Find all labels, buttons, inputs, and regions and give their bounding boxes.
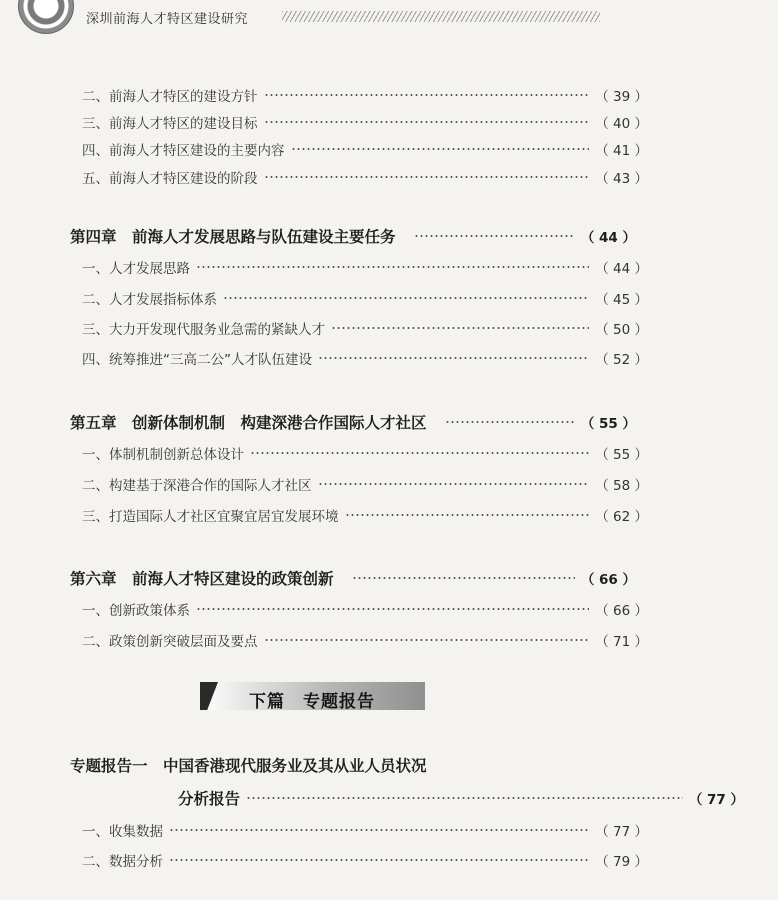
- leader-dots: [264, 121, 590, 123]
- toc-entry-page: （ 52 ）: [595, 352, 648, 368]
- toc-entry-title: 二、前海人才特区的建设方针: [82, 89, 258, 105]
- leader-dots: [352, 577, 575, 579]
- toc-report-1-title[interactable]: [0, 753, 670, 777]
- leader-dots: [291, 148, 590, 150]
- toc-entry-title: 五、前海人才特区建设的阶段: [82, 171, 258, 187]
- toc-entry-title: 三、大力开发现代服务业急需的紧缺人才: [82, 322, 325, 338]
- toc-entry[interactable]: [0, 286, 682, 310]
- leader-dots: [345, 514, 590, 516]
- leader-dots: [318, 357, 589, 359]
- toc-entry[interactable]: [0, 255, 682, 279]
- part-title: 下篇 专题报告: [249, 692, 375, 712]
- leader-dots: [169, 859, 589, 861]
- toc-entry-title: 二、人才发展指标体系: [82, 292, 217, 308]
- leader-dots: [264, 94, 590, 96]
- toc-entry-page: （ 66 ）: [595, 603, 648, 619]
- leader-dots: [445, 421, 575, 423]
- toc-entry[interactable]: [0, 110, 682, 134]
- leader-dots: [331, 327, 589, 329]
- toc-entry-page: （ 55 ）: [595, 447, 648, 463]
- chapter-page: （ 44 ）: [580, 230, 636, 246]
- toc-entry-page: （ 62 ）: [595, 509, 648, 525]
- toc-chapter-6[interactable]: [0, 566, 670, 590]
- header-hatch-rule: [282, 11, 600, 22]
- toc-entry-page: （ 43 ）: [595, 171, 648, 187]
- toc-entry-page: （ 40 ）: [595, 116, 648, 132]
- chapter-title: 第六章 前海人才特区建设的政策创新: [70, 570, 334, 588]
- part-banner: [0, 678, 600, 714]
- toc-entry[interactable]: [0, 472, 682, 496]
- toc-entry[interactable]: [0, 597, 682, 621]
- leader-dots: [264, 639, 590, 641]
- toc-entry[interactable]: [0, 83, 682, 107]
- leader-dots: [250, 452, 589, 454]
- report-page: （ 77 ）: [688, 792, 744, 808]
- chapter-page: （ 66 ）: [580, 572, 636, 588]
- toc-entry-title: 二、构建基于深港合作的国际人才社区: [82, 478, 312, 494]
- header-ornament-icon: [18, 0, 74, 34]
- toc-entry-title: 二、政策创新突破层面及要点: [82, 634, 258, 650]
- toc-entry-title: 一、人才发展思路: [82, 261, 190, 277]
- toc-entry-title: 一、收集数据: [82, 824, 163, 840]
- toc-entry-page: （ 58 ）: [595, 478, 648, 494]
- toc-entry[interactable]: [0, 818, 682, 842]
- leader-dots: [264, 176, 590, 178]
- toc-entry-page: （ 41 ）: [595, 143, 648, 159]
- toc-entry-page: （ 45 ）: [595, 292, 648, 308]
- toc-entry[interactable]: [0, 346, 682, 370]
- chapter-page: （ 55 ）: [580, 416, 636, 432]
- toc-chapter-4[interactable]: [0, 224, 670, 248]
- toc-report-1[interactable]: [0, 786, 778, 810]
- toc-entry-title: 一、创新政策体系: [82, 603, 190, 619]
- chapter-title: 第五章 创新体制机制 构建深港合作国际人才社区: [70, 414, 427, 432]
- running-header: [0, 0, 600, 44]
- leader-dots: [223, 297, 589, 299]
- toc-entry-title: 三、打造国际人才社区宜聚宜居宜发展环境: [82, 509, 339, 525]
- toc-entry[interactable]: [0, 628, 682, 652]
- report-title-line1: 专题报告一 中国香港现代服务业及其从业人员状况: [70, 757, 427, 775]
- toc-entry[interactable]: [0, 503, 682, 527]
- toc-entry-page: （ 77 ）: [595, 824, 648, 840]
- book-title: 深圳前海人才特区建设研究: [86, 12, 249, 27]
- toc-chapter-5[interactable]: [0, 410, 670, 434]
- toc-entry-title: 三、前海人才特区的建设目标: [82, 116, 258, 132]
- report-title-line2: 分析报告: [178, 790, 241, 808]
- toc-entry[interactable]: [0, 441, 682, 465]
- leader-dots: [196, 266, 589, 268]
- toc-entry-title: 四、前海人才特区建设的主要内容: [82, 143, 285, 159]
- toc-entry-title: 一、体制机制创新总体设计: [82, 447, 244, 463]
- toc-entry-title: 四、统筹推进“三高二公”人才队伍建设: [82, 352, 312, 368]
- toc-entry-page: （ 50 ）: [595, 322, 648, 338]
- toc-entry-page: （ 44 ）: [595, 261, 648, 277]
- toc-entry-title: 二、数据分析: [82, 854, 163, 870]
- toc-entry[interactable]: [0, 848, 682, 872]
- leader-dots: [414, 235, 575, 237]
- leader-dots: [196, 608, 589, 610]
- leader-dots: [246, 797, 683, 799]
- leader-dots: [318, 483, 590, 485]
- toc-entry-page: （ 71 ）: [595, 634, 648, 650]
- toc-entry[interactable]: [0, 316, 682, 340]
- chapter-title: 第四章 前海人才发展思路与队伍建设主要任务: [70, 228, 396, 246]
- toc-entry[interactable]: [0, 165, 682, 189]
- leader-dots: [169, 829, 589, 831]
- toc-entry-page: （ 79 ）: [595, 854, 648, 870]
- toc-entry-page: （ 39 ）: [595, 89, 648, 105]
- toc-entry[interactable]: [0, 137, 682, 161]
